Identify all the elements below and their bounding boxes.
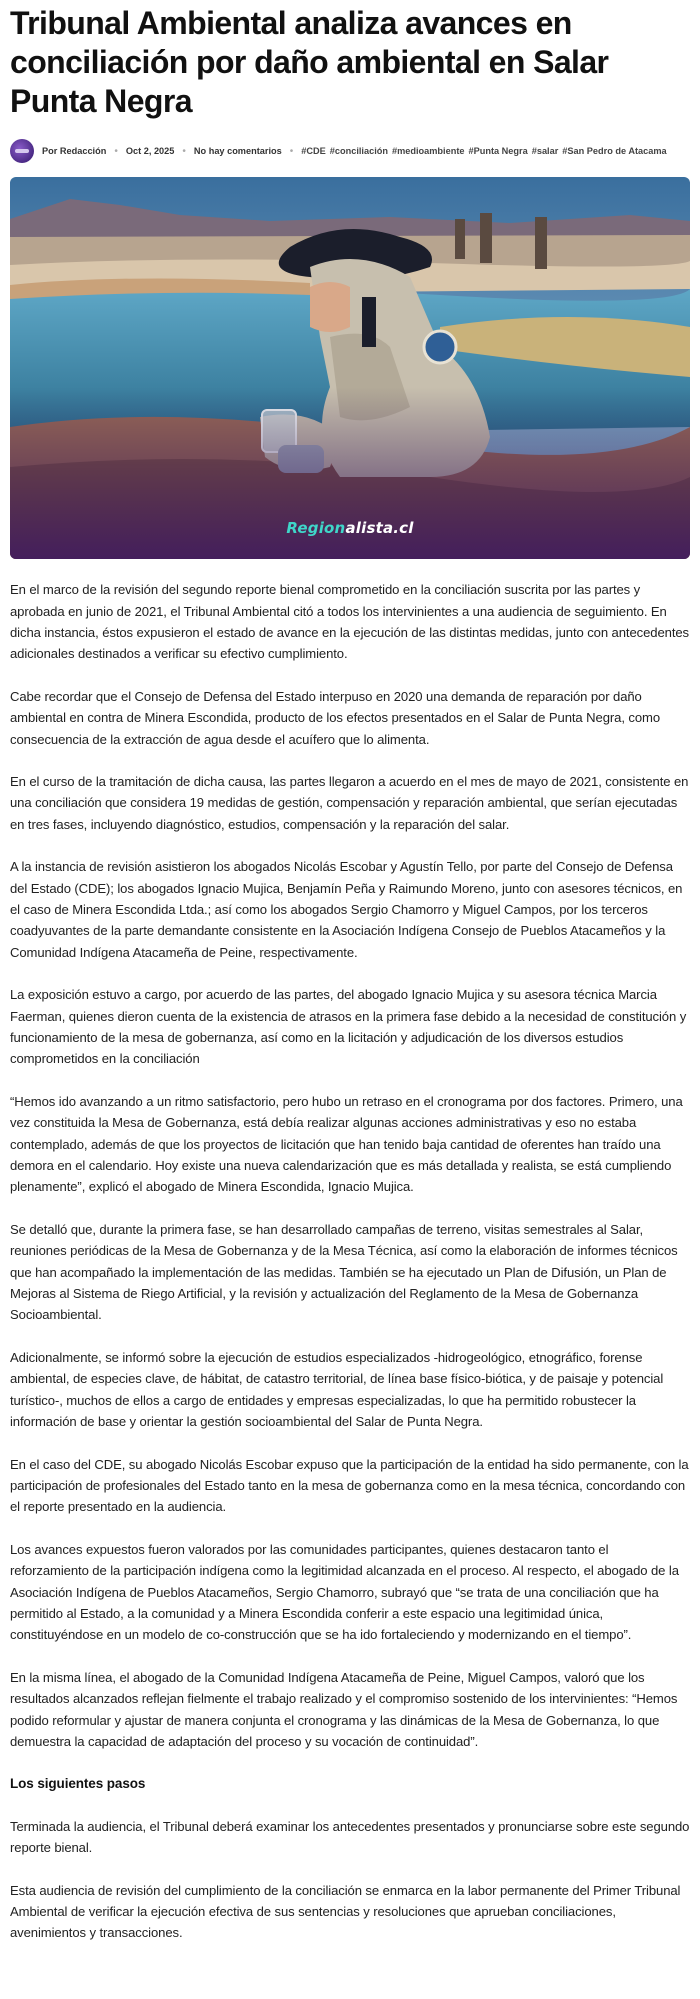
watermark-logo bbox=[10, 519, 690, 537]
author-link[interactable]: Por Redacción bbox=[42, 146, 107, 157]
paragraph: En el caso del CDE, su abogado Nicolás Escobar expuso que la participación de la entidad ha sido permanente, con la participación de profesionales del Estado tanto en la mesa de gobernanza como en la mesa técnica, concordando con el reporte presentado en la audiencia. bbox=[10, 1456, 689, 1515]
featured-image bbox=[10, 177, 690, 559]
tag-link[interactable]: #San Pedro de Atacama bbox=[562, 146, 667, 157]
separator-dot: • bbox=[289, 145, 294, 157]
paragraph: Se detalló que, durante la primera fase, se han desarrollado campañas de terreno, visitas semestrales al Salar, reuniones periódicas de la Mesa de Gobernanza y de la Mesa Técnica, así como la elaboración de informes técnicos que han acompañado la implementación de las medidas. También se ha ejecutado un Plan de Difusión, un Plan de Mejoras al Sistema de Riego Artificial, y la revisión y actualización del Reglamento de la Mesa de Gobernanza Socioambiental. bbox=[10, 1221, 678, 1323]
paragraph: “Hemos ido avanzando a un ritmo satisfactorio, pero hubo un retraso en el cronograma por dos factores. Primero, una vez constituida la Mesa de Gobernanza, está debía realizar algunas acciones administrativas y eso no estaba contemplado, además de que los proyectos de licitación que han tenido baja cantidad de oferentes han traído una demora en el calendario. Hoy existe una nueva calendarización que es más detallada y realista, se está cumpliendo plenamente”, explicó el abogado de Minera Escondida, Ignacio Mujica. bbox=[10, 1093, 683, 1195]
author-avatar[interactable] bbox=[10, 139, 34, 163]
brand-part2: alista.cl bbox=[345, 519, 414, 538]
paragraph: Terminada la audiencia, el Tribunal deberá examinar los antecedentes presentados y pronunciarse sobre este segundo reporte bienal. bbox=[10, 1818, 690, 1856]
article-body bbox=[10, 579, 690, 1944]
paragraph: Los avances expuestos fueron valorados por las comunidades participantes, quienes destacaron tanto el reforzamiento de la participación indígena como la legitimidad alcanzada en el proceso. Al respecto, el abogado de la Asociación Indígena de Pueblos Atacameños, Sergio Chamorro, subrayó que “se trata de una conciliación que ha permitido al Estado, a la comunidad y a Minera Escondida conferir a este espacio una legitimidad única, constituyéndose en un modelo de co-construcción que se ha ido fortaleciendo y modernizando en el tiempo”. bbox=[10, 1541, 679, 1643]
paragraph: Esta audiencia de revisión del cumplimiento de la conciliación se enmarca en la labor permanente del Primer Tribunal Ambiental de verificar la ejecución efectiva de sus sentencias y resoluciones que aprueban conciliaciones, avenimientos y transacciones. bbox=[10, 1882, 681, 1941]
section-heading: Los siguientes pasos bbox=[10, 1776, 146, 1792]
tag-link[interactable]: #conciliación bbox=[329, 146, 388, 157]
comments-link[interactable]: No hay comentarios bbox=[193, 146, 282, 157]
tag-link[interactable]: #medioambiente bbox=[391, 146, 465, 157]
page-title: Tribunal Ambiental analiza avances en conciliación por daño ambiental en Salar Punta Negra bbox=[10, 5, 609, 120]
article-meta bbox=[10, 139, 690, 163]
salar-scene-illustration bbox=[10, 177, 690, 559]
paragraph: La exposición estuvo a cargo, por acuerdo de las partes, del abogado Ignacio Mujica y su asesora técnica Marcia Faerman, quienes dieron cuenta de la existencia de atrasos en la primera fase debido a la necesidad de constitución y funcionamiento de la mesa de gobernanza, así como en la licitación y adjudicación de los diversos estudios comprometidos en la conciliación bbox=[10, 987, 687, 1067]
paragraph: Adicionalmente, se informó sobre la ejecución de estudios especializados -hidrogeológico, etnográfico, forense ambiental, de especies clave, de hábitat, de catastro territorial, de línea base físico-biótica, y de paisaje y potencial turístico-, muchos de ellos a cargo de entidades y empresas especializadas, lo que ha permitido robustecer la información de base y orientar la gestión socioambiental del Salar de Punta Negra. bbox=[10, 1349, 664, 1430]
separator-dot: • bbox=[114, 145, 118, 157]
paragraph: En la misma línea, el abogado de la Comunidad Indígena Atacameña de Peine, Miguel Campos, valoró que los resultados alcanzados reflejan fielmente el trabajo realizado y el compromiso sostenido de los intervinientes: “Hemos podido reformular y ajustar de manera conjunta el cronograma y las dinámicas de la Mesa de Gobernanza, lo que demuestra la capacidad de adaptación del proceso y su vocación de continuidad”. bbox=[10, 1669, 678, 1749]
article-page bbox=[0, 4, 700, 1944]
paragraph: Cabe recordar que el Consejo de Defensa del Estado interpuso en 2020 una demanda de reparación por daño ambiental en contra de Minera Escondida, producto de los efectos presentados en el Salar de Punta Negra, como consecuencia de la extracción de agua desde el acuífero que lo alimenta. bbox=[10, 688, 661, 747]
brand-part1: Region bbox=[286, 519, 346, 538]
tag-list bbox=[301, 146, 666, 156]
paragraph: En el curso de la tramitación de dicha causa, las partes llegaron a acuerdo en el mes de mayo de 2021, consistente en una conciliación que considera 19 medidas de gestión, compensación y reparación ambiental, que serían ejecutadas en tres fases, incluyendo diagnóstico, estudios, compensación y la reparación del salar. bbox=[10, 773, 689, 832]
tag-link[interactable]: #salar bbox=[531, 146, 559, 157]
tag-link[interactable]: #Punta Negra bbox=[468, 146, 528, 157]
separator-dot: • bbox=[182, 145, 186, 157]
paragraph: En el marco de la revisión del segundo reporte bienal comprometido en la conciliación suscrita por las partes y aprobada en junio de 2021, el Tribunal Ambiental citó a todos los intervinientes a una audiencia de seguimiento. En dicha instancia, éstos expusieron el estado de avance en la ejecución de las distintas medidas, junto con antecedentes adicionales destinados a verificar su efectivo cumplimiento. bbox=[10, 582, 689, 662]
paragraph: A la instancia de revisión asistieron los abogados Nicolás Escobar y Agustín Tello, por parte del Consejo de Defensa del Estado (CDE); los abogados Ignacio Mujica, Benjamín Peña y Raimundo Moreno, junto con asesores técnicos, en el caso de Minera Escondida Ltda.; así como los abogados Sergio Chamorro y Miguel Campos, por los terceros coadyuvantes de la parte demandante consistente en la Asociación Indígena Consejo de Pueblos Atacameños y la Comunidad Indígena Atacameña de Peine, respectivamente. bbox=[10, 859, 683, 960]
tag-link[interactable]: #CDE bbox=[301, 146, 326, 157]
post-date[interactable]: Oct 2, 2025 bbox=[125, 146, 175, 157]
